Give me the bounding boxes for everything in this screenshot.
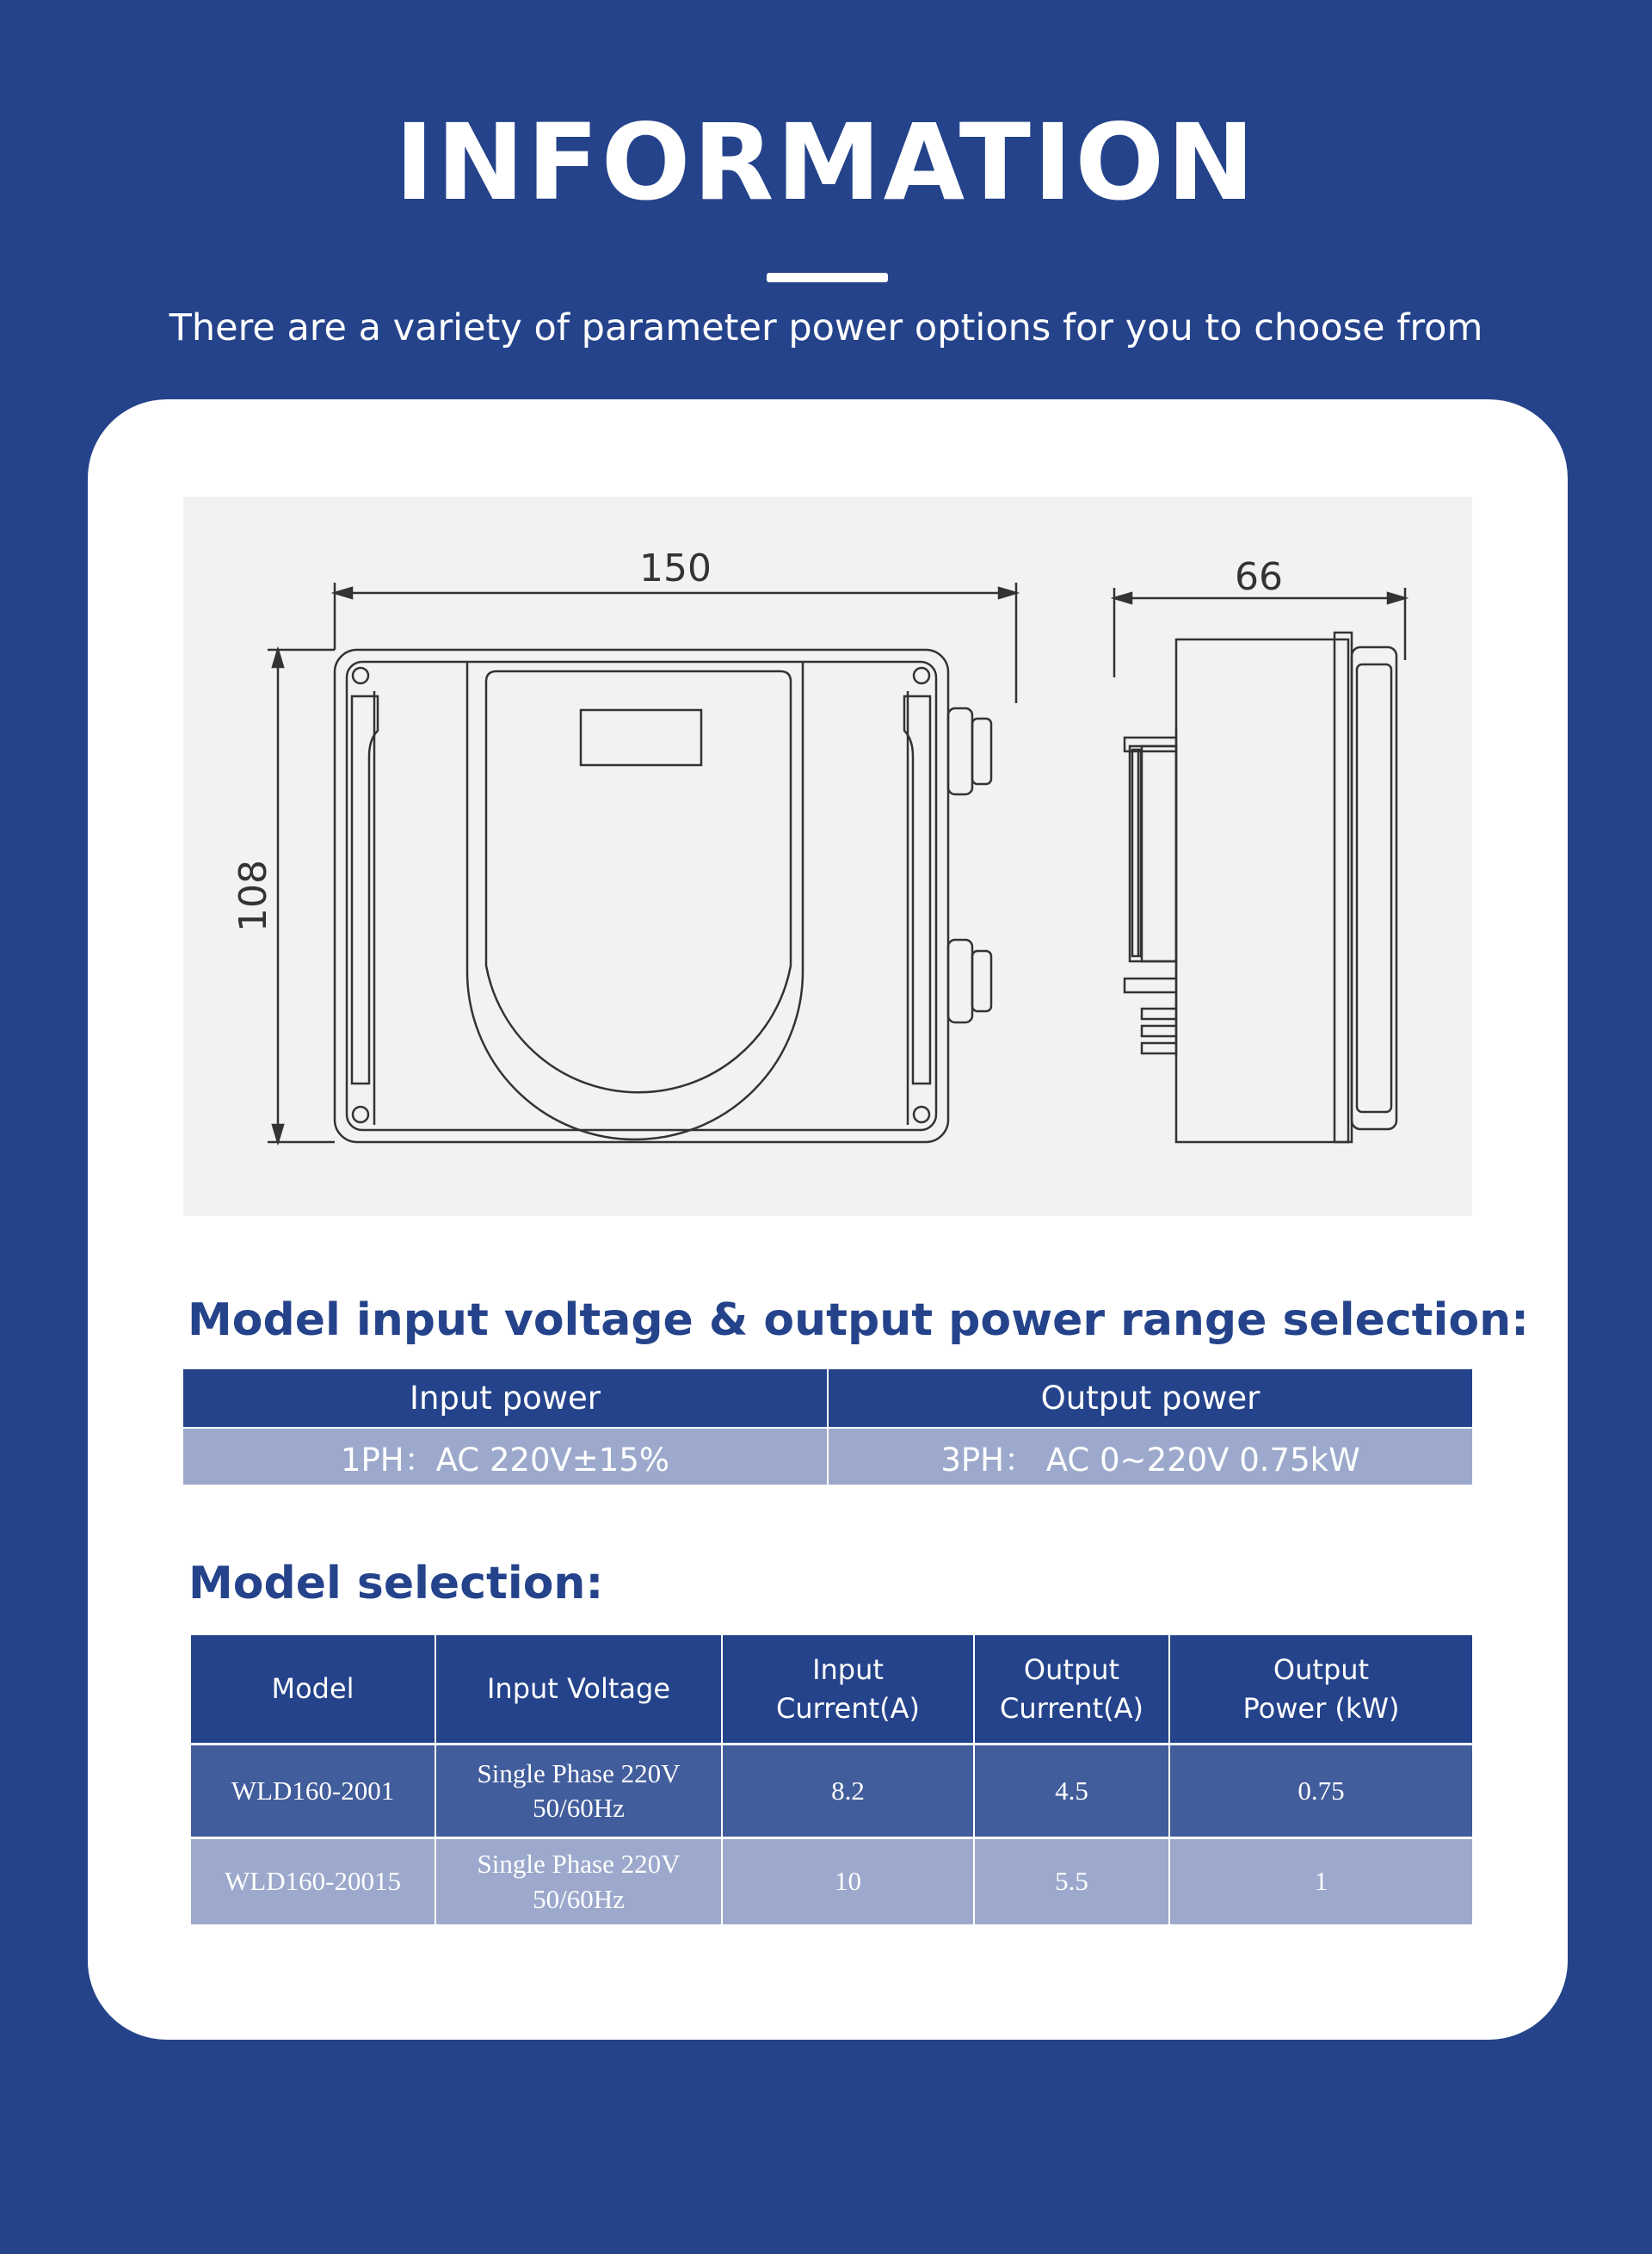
dimension-drawing (183, 497, 1472, 1216)
cell-input-voltage: Single Phase 220V 50/60Hz (435, 1838, 722, 1925)
cell-output-current: 4.5 (974, 1745, 1169, 1838)
depth-dimension-label: 66 (1235, 555, 1283, 599)
cell-output-current: 5.5 (974, 1838, 1169, 1925)
info-card (88, 399, 1568, 2040)
header-input-current: Input Current(A) (722, 1635, 974, 1745)
cell-model: WLD160-2001 (191, 1745, 435, 1838)
range-output-value: 3PH： AC 0~220V 0.75kW (828, 1428, 1472, 1485)
model-table-header (191, 1635, 1472, 1745)
cell-model: WLD160-20015 (191, 1838, 435, 1925)
header-model: Model (191, 1635, 435, 1745)
model-section-title: Model selection: (188, 1558, 604, 1609)
model-table (191, 1635, 1472, 1924)
title-underline (767, 273, 888, 282)
table-row (191, 1745, 1472, 1838)
cell-output-power: 1 (1169, 1838, 1472, 1925)
height-dimension-label: 108 (231, 860, 275, 932)
table-row (191, 1838, 1472, 1925)
range-input-value: 1PH：AC 220V±15% (183, 1428, 828, 1485)
header-input-voltage: Input Voltage (435, 1635, 722, 1745)
cell-output-power: 0.75 (1169, 1745, 1472, 1838)
cell-input-voltage: Single Phase 220V 50/60Hz (435, 1745, 722, 1838)
page-title: INFORMATION (394, 102, 1258, 224)
header-output-current: Output Current(A) (974, 1635, 1169, 1745)
table-row (183, 1428, 1472, 1485)
range-header-input: Input power (183, 1369, 828, 1428)
page-subtitle: There are a variety of parameter power options for you to choose from (169, 306, 1483, 349)
cell-input-current: 10 (722, 1838, 974, 1925)
device-outline-drawing (183, 497, 1472, 1216)
range-section-title: Model input voltage & output power range selection: (188, 1294, 1529, 1346)
header-output-power: Output Power (kW) (1169, 1635, 1472, 1745)
width-dimension-label: 150 (639, 547, 712, 590)
cell-input-current: 8.2 (722, 1745, 974, 1838)
range-table-header (183, 1369, 1472, 1428)
range-header-output: Output power (828, 1369, 1472, 1428)
range-table (183, 1369, 1472, 1485)
